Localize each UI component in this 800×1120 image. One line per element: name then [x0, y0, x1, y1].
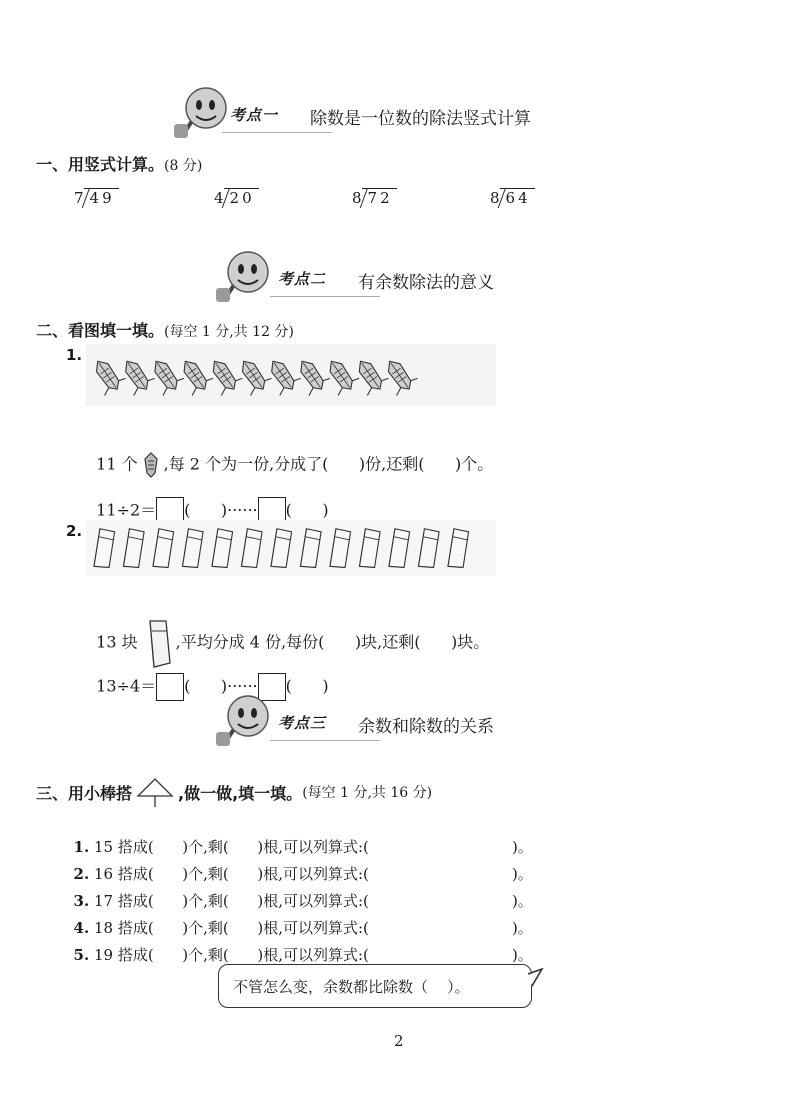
equation-mid: ( )······ [184, 676, 258, 696]
q1-sentence [86, 432, 493, 479]
equation-left: 13÷4＝ [96, 676, 157, 696]
section-heading-text: 二、看图填一填。 [36, 321, 165, 340]
row-text: 17 搭成( )个,剩( )根,可以列算式:( )。 [89, 892, 533, 910]
section-heading-text2: ,做一做,填一填。 [178, 783, 303, 803]
eraser-icon [122, 529, 147, 570]
section3-heading [36, 776, 432, 808]
kaodian2-header [214, 250, 554, 306]
kaodian-underline [270, 296, 380, 297]
sentence-rest: ,平均分成 4 份,每份( )块,还剩( )块。 [175, 632, 490, 652]
corn-icon [145, 354, 187, 397]
equation-right: ( ) [285, 500, 329, 520]
dividend: 20 [224, 188, 259, 207]
long-division-problem [490, 188, 535, 207]
corn-icon [291, 354, 333, 397]
divisor: 7 [74, 189, 84, 207]
sentence-rest: ,每 2 个为一份,分成了( )份,还剩( )个。 [163, 454, 494, 474]
corn-row [86, 344, 496, 406]
equation-right: ( ) [285, 676, 329, 696]
divisor: 4 [214, 189, 224, 207]
corn-icon [174, 354, 216, 397]
bubble-tail-icon [528, 968, 544, 990]
row-number: 3. [73, 892, 90, 910]
eraser-icon [328, 529, 353, 570]
eraser-row [86, 520, 496, 576]
long-division-problem [214, 188, 259, 207]
section-points: (每空 1 分,共 12 分) [164, 324, 294, 340]
list-item [64, 926, 533, 965]
dividend: 49 [84, 188, 119, 207]
smiley-mascot-icon [214, 250, 274, 306]
eraser-icon [417, 529, 442, 570]
corn-icon [203, 354, 245, 397]
eraser-icon [151, 529, 176, 570]
row-number: 1. [73, 838, 90, 856]
section-heading-text: 一、用竖式计算。 [36, 155, 165, 174]
kaodian3-header [214, 694, 554, 750]
corn-icon [320, 354, 362, 397]
smiley-mascot-icon [214, 694, 274, 750]
kaodian-title: 余数和除数的关系 [358, 717, 494, 737]
equation-mid: ( )······ [184, 500, 258, 520]
kaodian-underline [222, 132, 332, 133]
corn-icon [86, 354, 128, 397]
eraser-icon [210, 529, 235, 570]
stick-shape-icon [136, 776, 174, 808]
bubble-text: 不管怎么变，余数都比除数（ ）。 [233, 978, 470, 996]
section2-heading [36, 318, 294, 341]
eraser-icon [387, 529, 412, 570]
eraser-icon [269, 529, 294, 570]
row-text: 15 搭成( )个,剩( )根,可以列算式:( )。 [89, 838, 533, 856]
equation-left: 11÷2＝ [96, 500, 157, 520]
row-text: 16 搭成( )个,剩( )根,可以列算式:( )。 [89, 865, 533, 883]
kaodian-label: 考点一 [230, 106, 279, 124]
question-number: 2. [66, 522, 83, 540]
speech-bubble [218, 964, 532, 1008]
sentence-start: 13 块 [96, 632, 138, 652]
corn-icon [140, 451, 162, 479]
corn-icon [232, 354, 274, 397]
eraser-illustration [86, 520, 496, 576]
page-number: 2 [394, 1032, 404, 1050]
row-number: 5. [73, 946, 90, 964]
divisor: 8 [352, 189, 362, 207]
kaodian-underline [270, 740, 380, 741]
eraser-icon [92, 529, 117, 570]
row-number: 4. [73, 919, 90, 937]
corn-icon [349, 354, 391, 397]
answer-box-quotient[interactable] [156, 673, 184, 701]
q1-equation [86, 478, 329, 525]
eraser-icon [240, 529, 265, 570]
section-heading-text: 三、用小棒搭 [36, 783, 133, 803]
eraser-icon [446, 529, 471, 570]
kaodian-title: 除数是一位数的除法竖式计算 [310, 109, 531, 129]
question-number: 1. [66, 346, 83, 364]
row-number: 2. [73, 865, 90, 883]
kaodian-label: 考点二 [278, 270, 327, 288]
long-division-problem [352, 188, 397, 207]
divisor: 8 [490, 189, 500, 207]
corn-icon [115, 354, 157, 397]
section-points: (8 分) [164, 158, 203, 174]
corn-illustration [86, 344, 496, 406]
dividend: 64 [500, 188, 535, 207]
row-text: 19 搭成( )个,剩( )根,可以列算式:( )。 [89, 946, 533, 964]
corn-icon [378, 354, 420, 397]
smiley-mascot-icon [172, 86, 232, 142]
kaodian-label: 考点三 [278, 714, 327, 732]
eraser-icon [299, 529, 324, 570]
corn-icon [261, 354, 303, 397]
kaodian1-header [172, 86, 592, 142]
eraser-icon [358, 529, 383, 570]
section1-heading [36, 152, 202, 175]
sentence-start: 11 个 [96, 454, 138, 474]
kaodian-title: 有余数除法的意义 [358, 273, 494, 293]
eraser-icon [181, 529, 206, 570]
section-points: (每空 1 分,共 16 分) [302, 785, 433, 801]
row-text: 18 搭成( )个,剩( )根,可以列算式:( )。 [89, 919, 533, 937]
long-division-problem [74, 188, 119, 207]
dividend: 72 [362, 188, 397, 207]
